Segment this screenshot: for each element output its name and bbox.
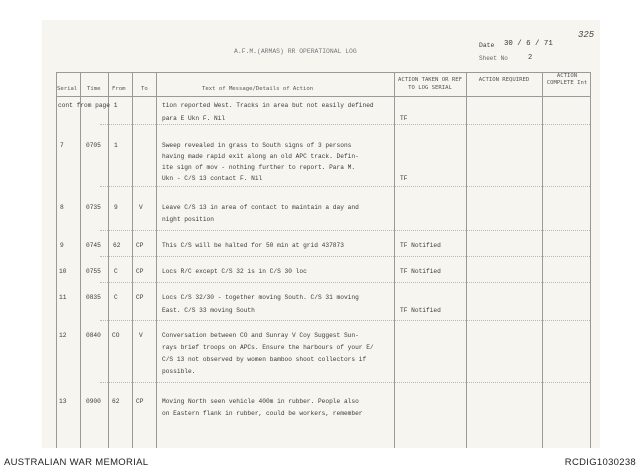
row-from: C [114, 268, 118, 275]
row-to: CP [136, 294, 144, 301]
row-text-line: para E Ukn F. Nil [162, 115, 226, 122]
row-to: CP [136, 398, 144, 405]
column-rule [542, 72, 543, 448]
row-divider [100, 256, 590, 257]
row-to: V [139, 204, 143, 211]
row-time: 0900 [86, 398, 101, 405]
row-action: TF [400, 115, 408, 122]
row-divider [100, 186, 590, 187]
row-to: CP [136, 268, 144, 275]
row-text-line: tion reported West. Tracks in area but not easily defined [162, 102, 374, 109]
page-corner-number: 325 [578, 30, 595, 40]
col-header-time: Time [87, 86, 101, 92]
row-time: 0745 [86, 242, 101, 249]
row-serial: 11 [59, 294, 67, 301]
row-serial: 10 [59, 268, 67, 275]
column-rule [132, 72, 133, 448]
row-text-line: rays brief troops on APCs. Ensure the harbours of your E/ [162, 344, 374, 351]
row-text-line: East. C/S 33 moving South [162, 307, 255, 314]
sheet-value: 2 [528, 54, 533, 62]
row-text-line: night position [162, 216, 214, 223]
row-from: C [114, 294, 118, 301]
row-action: TF Notified [400, 268, 441, 275]
row-serial: 8 [60, 204, 64, 211]
col-header-action-completed: ACTION COMPLETE Int [546, 73, 588, 86]
row-serial: cont from page 1 [58, 102, 118, 109]
row-action: TF [400, 175, 408, 182]
footer-reference: RCDIG1030238 [564, 457, 636, 468]
row-text-line: Locs R/C except C/S 32 is in C/S 30 loc [162, 268, 307, 275]
row-from: 9 [114, 204, 118, 211]
row-time: 0705 [86, 142, 101, 149]
table-top-rule [56, 72, 590, 73]
row-serial: 13 [59, 398, 67, 405]
row-serial: 9 [60, 242, 64, 249]
row-from: 1 [114, 142, 118, 149]
row-text-line: on Eastern flank in rubber, could be workers, remember [162, 410, 363, 417]
page-title: A.F.M.(ARMAS) RR OPERATIONAL LOG [234, 48, 357, 55]
row-text-line: having made rapid exit along an old APC track. Defin- [162, 153, 359, 160]
row-divider [100, 282, 590, 283]
row-text-line: This C/S will be halted for 50 min at grid 437873 [162, 242, 344, 249]
footer-institution: AUSTRALIAN WAR MEMORIAL [4, 457, 149, 468]
header-bottom-rule [56, 96, 590, 97]
row-action: TF Notified [400, 307, 441, 314]
row-text-line: Locs C/S 32/30 - together moving South. C/S 31 moving [162, 294, 359, 301]
col-header-from: From [112, 86, 126, 92]
row-time: 0755 [86, 268, 101, 275]
log-sheet [42, 20, 600, 448]
row-time: 0840 [86, 332, 101, 339]
column-rule [394, 72, 395, 448]
row-from: 62 [113, 242, 121, 249]
row-divider [100, 124, 590, 125]
row-to: V [139, 332, 143, 339]
col-header-action-taken: ACTION TAKEN OR REF TO LOG SERIAL [398, 77, 462, 91]
row-text-line: Moving North seen vehicle 400m in rubber. People also [162, 398, 359, 405]
column-rule [108, 72, 109, 448]
column-rule [466, 72, 467, 448]
row-to: CP [136, 242, 144, 249]
date-value: 30 / 6 / 71 [504, 40, 553, 48]
col-header-serial: Serial [57, 86, 78, 92]
row-serial: 12 [59, 332, 67, 339]
row-text-line: Conversation between CO and Sunray V Coy Suggest Sun- [162, 332, 359, 339]
row-divider [100, 320, 590, 321]
row-time: 0835 [86, 294, 101, 301]
row-text-line: ite sign of mov - nothing further to report. Para M. [162, 164, 356, 171]
column-rule [80, 72, 81, 448]
row-divider [100, 230, 590, 231]
row-text-line: C/S 13 not observed by women bamboo shoot collectors if [162, 356, 367, 363]
column-rule [156, 72, 157, 448]
col-header-text: Text of Message/Details of Action [202, 86, 314, 92]
column-rule [56, 72, 57, 448]
row-from: CO [112, 332, 120, 339]
row-text-line: Ukn - C/S 13 contact F. Nil [162, 175, 263, 182]
row-from: 62 [112, 398, 120, 405]
column-rule [590, 72, 591, 448]
col-header-to: To [141, 86, 148, 92]
row-time: 0735 [86, 204, 101, 211]
row-text-line: Sweep revealed in grass to South signs of 3 persons [162, 142, 352, 149]
row-text-line: Leave C/S 13 in area of contact to maintain a day and [162, 204, 359, 211]
col-header-action-required: ACTION REQUIRED [478, 77, 530, 83]
row-divider [100, 382, 590, 383]
row-action: TF Notified [400, 242, 441, 249]
date-label: Date [479, 42, 495, 49]
row-text-line: possible. [162, 368, 196, 375]
row-serial: 7 [60, 142, 64, 149]
sheet-label: Sheet No [479, 55, 508, 62]
